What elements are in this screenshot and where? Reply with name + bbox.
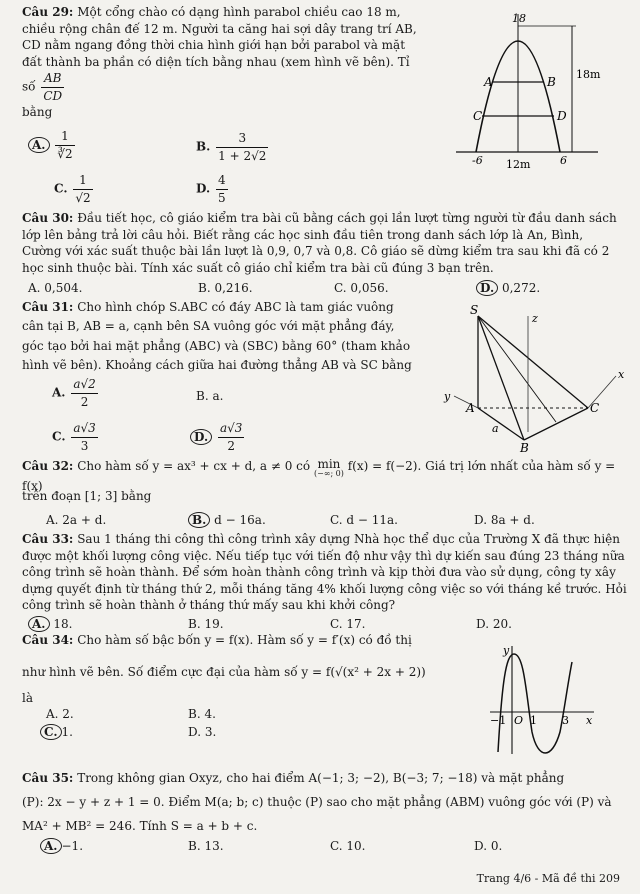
q29-parabola-figure [448,4,628,176]
q31-option-b[interactable]: B. a. [196,389,224,403]
point-b-label: B [547,75,556,89]
question-33-text: Sau 1 tháng thi công thì công trình xây dựng Nhà học thể dục của Trường X đã thực hiện được một khối lượng công việc. Nếu tiếp tục với tiến độ như vậy thì dự kiến sau đúng 23 tháng nữa công trình sẽ hoàn thành. Để sớm hoàn thành công trình và kịp thời đưa vào sử dụng, công ty xây dựng quyết định từ tháng thứ 2, mỗi tháng tăng 4% khối lượng công việc so với tháng kề trước. Hỏi công trình sẽ hoàn thành ở tháng thứ mấy sau khi khởi công? [22,532,627,613]
point-c-label: C [473,109,483,123]
q29-option-b[interactable]: B. $\frac{3}{1 + 2√2}$ [196,131,267,163]
question-34-text-3: là [22,691,33,705]
q35-option-a[interactable]: A. −1. [40,838,83,855]
question-29-ratio: $\frac{AB}{CD}$ [43,71,63,103]
question-34-text-1: Cho hàm số bậc bốn y = f(x). Hàm số y = f′(x) có đồ thị [77,633,412,647]
q34-derivative-graph [482,642,602,762]
q29-option-a[interactable]: A. $\frac{1}{∛2}$ [28,128,77,162]
vertex-a-label: A [466,401,475,415]
handwritten-minus-6: -6 [472,154,483,167]
vertex-c-label: C [590,401,600,415]
q33-option-d[interactable]: D. 20. [476,617,512,631]
question-30-number: Câu 30: [22,211,74,225]
q32-option-d[interactable]: D. 8a + d. [474,513,535,527]
handwritten-18: 18 [512,12,526,25]
question-35-number: Câu 35: [22,771,74,785]
q30-options [28,280,628,298]
height-label: 18m [576,68,601,81]
question-34-number: Câu 34: [22,633,74,647]
q29-option-c[interactable]: C. $\frac{1}{√2}$ [54,173,91,205]
q33-option-c[interactable]: C. 17. [330,617,366,631]
derivative-curve [498,654,572,753]
question-29-text: Một cổng chào có dạng hình parabol chiều cao 18 m, chiều rộng chân đế 12 m. Người ta căng hai sợi dây trang trí AB, CD nằm ngang đồng thời chia hình giới hạn bởi parabol và mặt đất thành ba phần có diện tích bằng nhau (xem hình vẽ bên). Tỉ số [22,5,417,94]
q30-option-a[interactable]: A. 0,504. [28,281,83,295]
question-34-text-2: như hình vẽ bên. Số điểm cực đại của hàm số y = f(√(x² + 2x + 2)) [22,665,426,679]
page-footer: Trang 4/6 - Mã đề thi 209 [476,871,620,885]
q30-option-d[interactable]: D. 0,272. [476,280,540,297]
question-35-text-1: Trong không gian Oxyz, cho hai điểm A(−1; 3; −2), B(−3; 7; −18) và mặt phẳng [77,771,565,785]
question-32-text-1: Cho hàm số y = ax³ + cx + d, a ≠ 0 có [77,459,311,473]
question-33-number: Câu 33: [22,532,74,546]
q31-option-c[interactable]: C. $\frac{a√3}{3}$ [52,421,96,453]
question-29-number: Câu 29: [22,5,74,19]
question-33 [22,531,630,614]
y-axis-label: y [503,644,510,657]
question-29 [22,4,422,121]
q35-option-d[interactable]: D. 0. [474,839,503,853]
question-31-number: Câu 31: [22,300,74,314]
vertex-s-label: S [470,303,479,317]
q32-option-a[interactable]: A. 2a + d. [46,513,107,527]
question-32-text-2: f(x) = f(−2). Giá trị lớn nhất của hàm số y = f(x) [22,459,616,493]
x-axis-label: x [586,714,593,727]
q32-option-b[interactable]: B. d − 16a. [188,512,266,529]
question-32-number: Câu 32: [22,459,74,473]
origin-label: O [514,714,524,727]
vertex-b-label: B [520,441,529,455]
q30-option-c[interactable]: C. 0,056. [334,281,389,295]
question-32-text-3: trên đoạn [1; 3] bằng [22,489,152,503]
tick-minus-1: −1 [490,714,507,727]
question-35-text-3: MA² + MB² = 246. Tính S = a + b + c. [22,819,258,833]
q35-option-b[interactable]: B. 13. [188,839,224,853]
q31-option-d[interactable]: D. $\frac{a√3}{2}$ [190,420,246,454]
q30-option-b[interactable]: B. 0,216. [198,281,253,295]
question-29-tail: bằng [22,105,53,120]
question-35-text-2: (P): 2x − y + z + 1 = 0. Điểm M(a; b; c) thuộc (P) sao cho mặt phẳng (ABM) vuông góc với (P) và [22,795,612,809]
question-30 [22,210,622,276]
question-31 [22,298,414,376]
question-34 [22,632,462,649]
q34-option-a[interactable]: A. 2. [46,707,74,721]
q31-pyramid-figure [432,300,632,455]
tick-1: 1 [530,714,537,727]
q32-options [46,512,626,530]
width-label: 12m [506,158,531,171]
point-d-label: D [557,109,567,123]
q33-option-b[interactable]: B. 19. [188,617,224,631]
tick-3: 3 [562,714,569,727]
axis-z-label: z [532,312,538,325]
handwritten-6: 6 [560,154,567,167]
q33-option-a[interactable]: A. 18. [28,616,72,633]
question-31-text: Cho hình chóp S.ABC có đáy ABC là tam giác vuông cân tại B, AB = a, cạnh bên SA vuông góc với mặt phẳng đáy, góc tạo bởi hai mặt phẳng (ABC) và (SBC) bằng 60° (tham khảo hình vẽ bên). Khoảng cách giữa hai đường thẳng AB và SC bằng [22,300,412,373]
q29-option-d[interactable]: D. $\frac{4}{5}$ [196,173,226,205]
q32-min-operator: min (−∞; 0) [313,457,344,478]
q34-option-d[interactable]: D. 3. [188,725,217,739]
q34-option-c[interactable]: C. 1. [40,724,73,741]
q35-options [40,838,630,856]
q31-option-a[interactable]: A. $\frac{a√2}{2}$ [52,377,96,409]
q32-option-c[interactable]: C. d − 11a. [330,513,398,527]
point-a-label: A [484,75,493,89]
q34-option-b[interactable]: B. 4. [188,707,216,721]
axis-x-label: x [618,368,625,381]
question-30-text: Đầu tiết học, cô giáo kiểm tra bài cũ bằng cách gọi lần lượt từng người từ đầu danh sách lớp lên bảng trả lời câu hỏi. Biết rằng các học sinh đầu tiên trong danh sách lớp là An, Bình, Cường với xác suất thuộc bài lần lượt là 0,9, 0,7 và 0,8. Cô giáo sẽ dừng kiểm tra sau khi đã có 2 học sinh thuộc bài. Tính xác suất cô giáo chỉ kiểm tra bài cũ đúng 3 bạn trên. [22,211,617,275]
axis-y-label: y [444,390,451,403]
edge-a-label: a [492,422,499,435]
question-35-line-1 [22,770,630,787]
q35-option-c[interactable]: C. 10. [330,839,366,853]
